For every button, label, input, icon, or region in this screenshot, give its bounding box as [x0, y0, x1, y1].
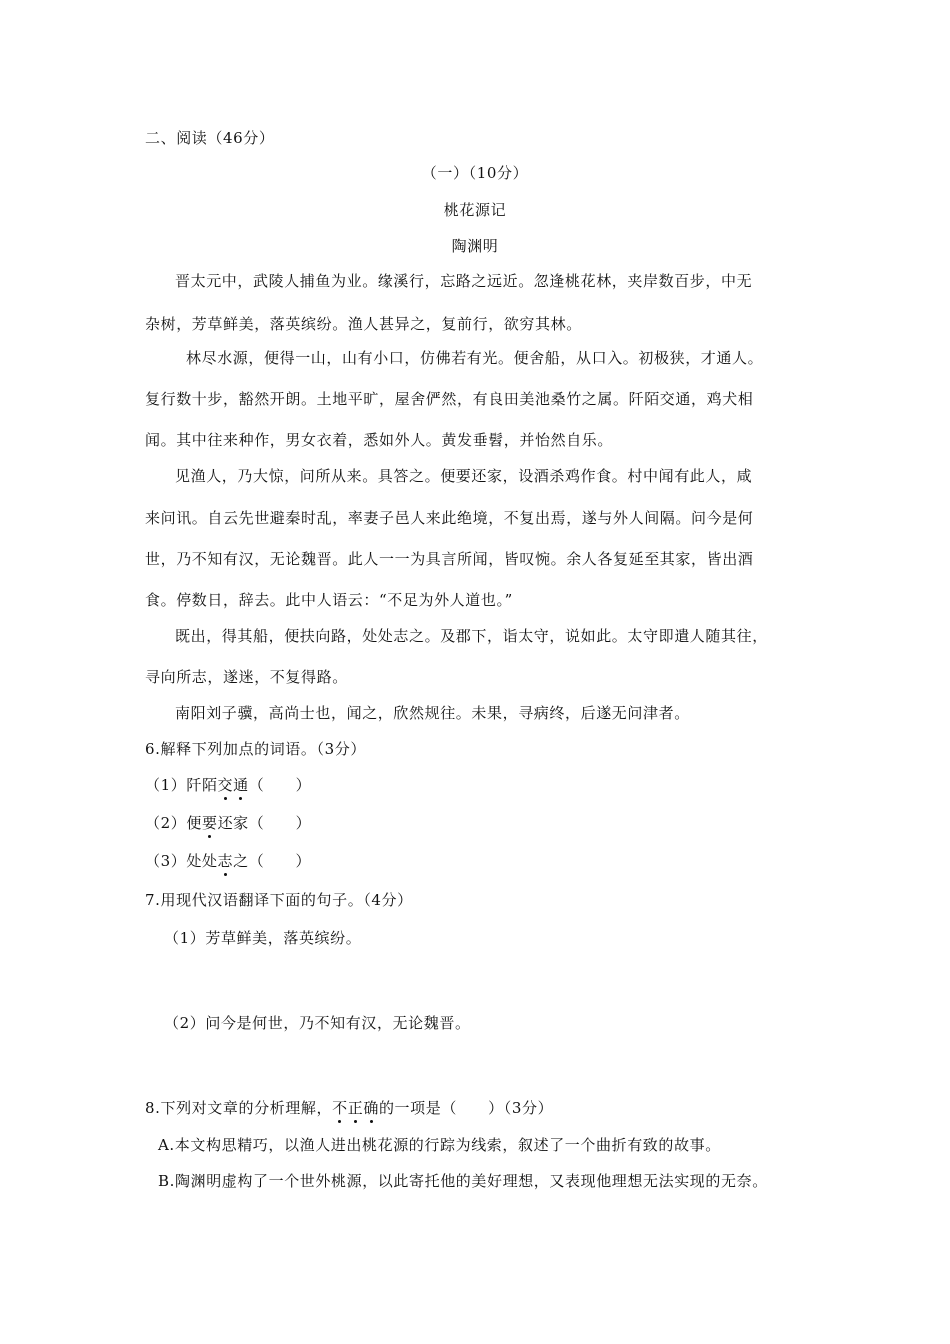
question-8-option-a: A.本文构思精巧，以渔人进出桃花源的行踪为线索，叙述了一个曲折有致的故事。	[158, 1136, 721, 1154]
section-heading: 二、阅读（46分）	[145, 129, 275, 147]
passage-line: 既出，得其船，便扶向路，处处志之。及郡下，诣太守，说如此。太守即遣人随其往，	[175, 627, 768, 645]
passage-line: 南阳刘子骥，高尚士也，闻之，欣然规往。未果，寻病终，后遂无问津者。	[175, 704, 690, 722]
passage-line: 寻向所志，遂迷，不复得路。	[145, 668, 348, 686]
question-6-item: （1）阡陌交通（ ）	[145, 776, 312, 794]
question-6-item: （2）便要还家（ ）	[145, 814, 312, 832]
question-8-option-b: B.陶渊明虚构了一个世外桃源，以此寄托他的美好理想，又表现他理想无法实现的无奈。	[158, 1172, 768, 1190]
emphasis-dot-char: 确	[363, 1099, 379, 1117]
question-6-item: （3）处处志之（ ）	[145, 852, 312, 870]
question-8-stem: 8.下列对文章的分析理解，不正确的一项是（ ）（3分）	[145, 1099, 554, 1117]
passage-line: 食。停数日，辞去。此中人语云：“不足为外人道也。”	[145, 591, 513, 609]
passage-line: 来问讯。自云先世避秦时乱，率妻子邑人来此绝境，不复出焉，遂与外人间隔。问今是何	[145, 509, 754, 527]
passage-line: 世，乃不知有汉，无论魏晋。此人一一为具言所闻，皆叹惋。余人各复延至其家，皆出酒	[145, 550, 754, 568]
emphasis-dot-char: 志	[217, 852, 234, 870]
passage-line: 见渔人，乃大惊，问所从来。具答之。便要还家，设酒杀鸡作食。村中闻有此人，咸	[175, 467, 753, 485]
part-label: （一）（10分）	[421, 164, 529, 182]
article-author: 陶渊明	[451, 237, 499, 255]
passage-line: 杂树，芳草鲜美，落英缤纷。渔人甚异之，复前行，欲穷其林。	[145, 315, 582, 333]
question-7-stem: 7.用现代汉语翻译下面的句子。（4分）	[145, 891, 413, 909]
emphasis-dot-char: 通	[233, 776, 249, 794]
question-7-item: （1）芳草鲜美，落英缤纷。	[164, 929, 362, 947]
passage-line: 林尽水源，便得一山，山有小口，仿佛若有光。便舍船，从口入。初极狭，才通人。	[186, 349, 764, 367]
question-7-item: （2）问今是何世，乃不知有汉，无论魏晋。	[164, 1014, 471, 1032]
emphasis-dot-char: 不	[332, 1099, 348, 1117]
emphasis-dot-char: 交	[217, 776, 234, 794]
question-6-stem: 6.解释下列加点的词语。（3分）	[145, 740, 366, 758]
passage-line: 晋太元中，武陵人捕鱼为业。缘溪行，忘路之远近。忽逢桃花林，夹岸数百步，中无	[175, 272, 753, 290]
article-title: 桃花源记	[443, 201, 507, 219]
emphasis-dot-char: 要	[201, 814, 218, 832]
passage-line: 复行数十步，豁然开朗。土地平旷，屋舍俨然，有良田美池桑竹之属。阡陌交通，鸡犬相	[145, 390, 754, 408]
passage-line: 闻。其中往来种作，男女衣着，悉如外人。黄发垂髫，并怡然自乐。	[145, 431, 614, 449]
emphasis-dot-char: 正	[347, 1099, 364, 1117]
